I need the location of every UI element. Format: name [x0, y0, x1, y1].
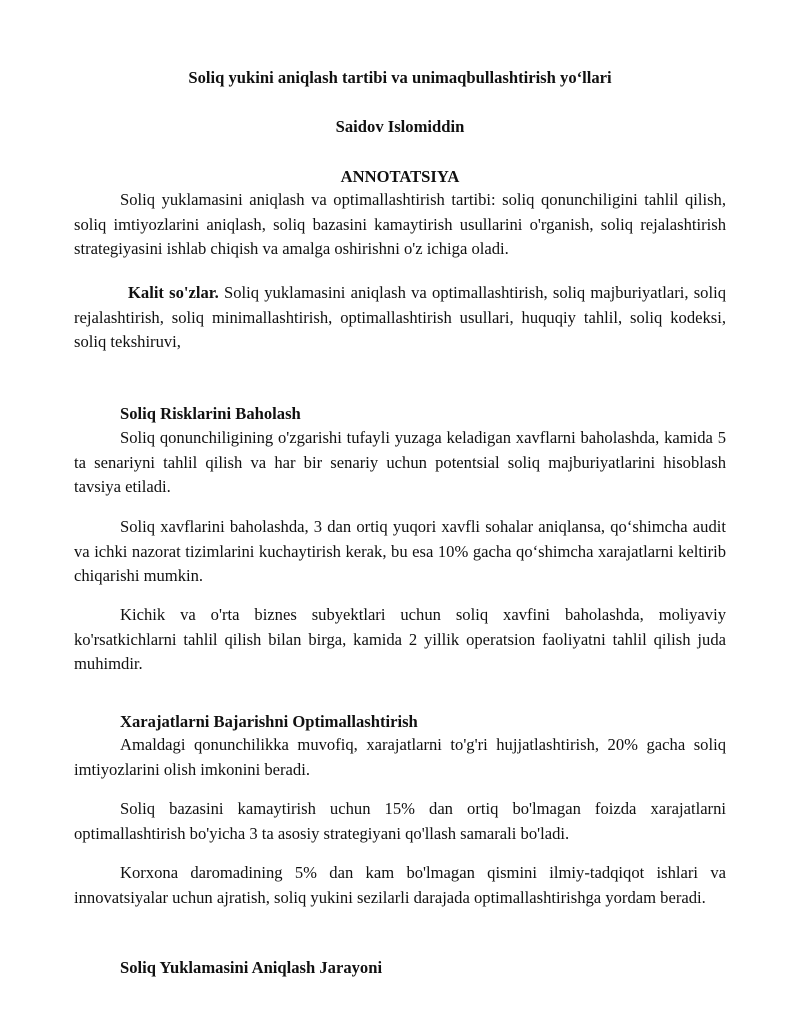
section-paragraph: Kichik va o'rta biznes subyektlari uchun soliq xavfini baholashda, moliyaviy ko'rsatkichlarni tahlil qilish bilan birga, kamida 2 yillik operatsion faoliyatni tahlil qilish juda muhimdir. — [74, 605, 726, 673]
section-paragraph: Soliq bazasini kamaytirish uchun 15% dan ortiq bo'lmagan foizda xarajatlarni optimallashtirish bo'yicha 3 ta asosiy strategiyani qo'llash samarali bo'ladi. — [74, 799, 726, 843]
section-heading-risks: Soliq Risklarini Baholash — [120, 404, 301, 423]
section-heading-expenses: Xarajatlarni Bajarishni Optimallashtirish — [120, 712, 418, 731]
keywords-label: Kalit so'zlar. — [128, 283, 219, 302]
section-paragraph: Soliq xavflarini baholashda, 3 dan ortiq yuqori xavfli sohalar aniqlansa, qo‘shimcha audit va ichki nazorat tizimlarini kuchaytirish kerak, bu esa 10% gacha qo‘shimcha xarajatlarni keltirib chiqarishi mumkin. — [74, 517, 726, 585]
author-name: Saidov Islomiddin — [335, 117, 465, 136]
document-title: Soliq yukini aniqlash tartibi va unimaqbullashtirish yo‘llari — [188, 68, 612, 87]
keywords-text: Soliq yuklamasini aniqlash va optimallashtirish, soliq majburiyatlari, soliq rejalashtirish, soliq minimallashtirish, optimallashtirish usullari, huquqiy tahlil, soliq kodeksi, soliq tekshiruvi, — [74, 283, 726, 351]
abstract-heading: ANNOTATSIYA — [340, 167, 460, 186]
section-paragraph: Soliq qonunchiligining o'zgarishi tufayli yuzaga keladigan xavflarni baholashda, kamida 5 ta senariyni tahlil qilish va har bir senariy uchun potentsial soliq majburiyatlarini hisoblash tavsiya etiladi. — [74, 428, 726, 496]
section-paragraph: Amaldagi qonunchilikka muvofiq, xarajatlarni to'g'ri hujjatlashtirish, 20% gacha soliq imtiyozlarini olish imkonini beradi. — [74, 735, 726, 779]
section-paragraph: Korxona daromadining 5% dan kam bo'lmagan qismini ilmiy-tadqiqot ishlari va innovatsiyalar uchun ajratish, soliq yukini sezilarli darajada optimallashtirishga yordam beradi. — [74, 863, 726, 907]
section-heading-process: Soliq Yuklamasini Aniqlash Jarayoni — [120, 958, 383, 977]
keywords-paragraph — [74, 281, 726, 355]
abstract-text: Soliq yuklamasini aniqlash va optimallashtirish tartibi: soliq qonunchiligini tahlil qilish, soliq imtiyozlarini aniqlash, soliq bazasini kamaytirish usullarini o'rganish, soliq rejalashtirish strategiyasini ishlab chiqish va amalga oshirishni o'z ichiga oladi. — [74, 190, 726, 258]
